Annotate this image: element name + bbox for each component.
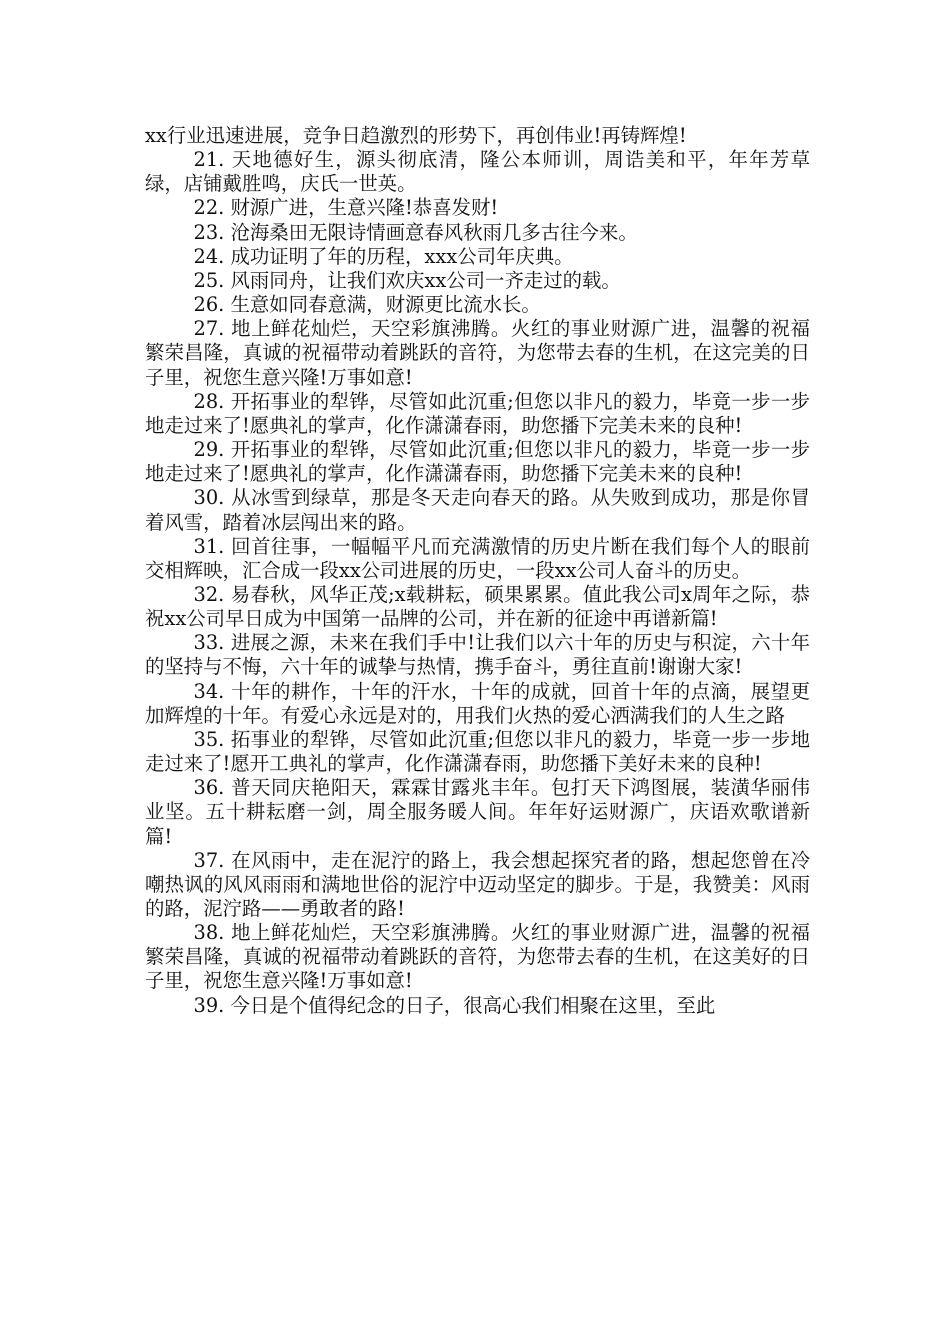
list-item-31: 31. 回首往事，一幅幅平凡而充满激情的历史片断在我们每个人的眼前交相辉映，汇合成一段xx公司进展的历史，一段xx公司人奋斗的历史。 <box>145 534 810 582</box>
list-item-23: 23. 沧海桑田无限诗情画意春风秋雨几多古往今来。 <box>193 220 638 244</box>
list-item-38: 38. 地上鲜花灿烂，天空彩旗沸腾。火红的事业财源广进，温馨的祝福繁荣昌隆，真诚的祝福带动着跳跃的音符，为您带去春的生机，在这美好的日子里，祝您生意兴隆!万事如意! <box>145 921 810 993</box>
list-item-30: 30. 从冰雪到绿草，那是冬天走向春天的路。从失败到成功，那是你冒着风雪，踏着冰层闯出来的路。 <box>145 486 810 534</box>
list-item-27: 27. 地上鲜花灿烂，天空彩旗沸腾。火红的事业财源广进，温馨的祝福繁荣昌隆，真诚的祝福带动着跳跃的音符，为您带去春的生机，在这完美的日子里，祝您生意兴隆!万事如意! <box>145 317 810 389</box>
list-item-25: 25. 风雨同舟，让我们欢庆xx公司一齐走过的载。 <box>193 268 621 292</box>
list-item-35: 35. 拓事业的犁铧，尽管如此沉重;但您以非凡的毅力，毕竟一步一步地走过来了!愿开工典礼的掌声，化作潇潇春雨，助您播下美好未来的良种! <box>145 727 810 776</box>
list-item-37: 37. 在风雨中，走在泥泞的路上，我会想起探究者的路，想起您曾在冷嘲热讽的风风雨雨和满地世俗的泥泞中迈动坚定的脚步。于是，我赞美：风雨的路，泥泞路——勇敢者的路! <box>145 848 810 920</box>
list-item-28: 28. 开拓事业的犁铧，尽管如此沉重;但您以非凡的毅力，毕竟一步一步地走过来了!愿典礼的掌声，化作潇潇春雨，助您播下完美未来的良种! <box>145 389 810 437</box>
list-item-29: 29. 开拓事业的犁铧，尽管如此沉重;但您以非凡的毅力，毕竟一步一步地走过来了!愿典礼的掌声，化作潇潇春雨，助您播下完美未来的良种! <box>145 438 810 486</box>
list-item-32: 32. 易春秋，风华正茂;x载耕耘，硕果累累。值此我公司x周年之际，恭祝xx公司早日成为中国第一品牌的公司，并在新的征途中再谱新篇! <box>145 582 810 631</box>
list-item-24: 24. 成功证明了年的历程，xxx公司年庆典。 <box>193 244 574 268</box>
list-item-21: 21. 天地德好生，源头彻底清，隆公本师训，周诰美和平，年年芳草绿，店铺戴胜鸣，庆氏一世英。 <box>145 148 810 196</box>
document-body <box>145 124 810 1018</box>
paragraph-continuation: xx行业迅速进展，竞争日趋激烈的形势下，再创伟业!再铸辉煌! <box>145 124 687 147</box>
list-item-36: 36. 普天同庆艳阳天，霖霖甘露兆丰年。包打天下鸿图展，装潢华丽伟业坚。五十耕耘磨一剑，周全服务暖人间。年年好运财源广，庆语欢歌谱新篇! <box>145 776 810 848</box>
list-item-34: 34. 十年的耕作，十年的汗水，十年的成就，回首十年的点滴，展望更加辉煌的十年。有爱心永远是对的，用我们火热的爱心洒满我们的人生之路 <box>145 679 810 727</box>
list-item-22: 22. 财源广进，生意兴隆!恭喜发财! <box>193 196 499 220</box>
list-item-26: 26. 生意如同春意满，财源更比流水长。 <box>193 293 541 317</box>
list-item-39: 39. 今日是个值得纪念的日子，很高心我们相聚在这里，至此 <box>193 993 716 1017</box>
list-item-33: 33. 进展之源，未来在我们手中!让我们以六十年的历史与积淀，六十年的坚持与不悔，六十年的诚挚与热情，携手奋斗，勇往直前!谢谢大家! <box>145 631 810 679</box>
